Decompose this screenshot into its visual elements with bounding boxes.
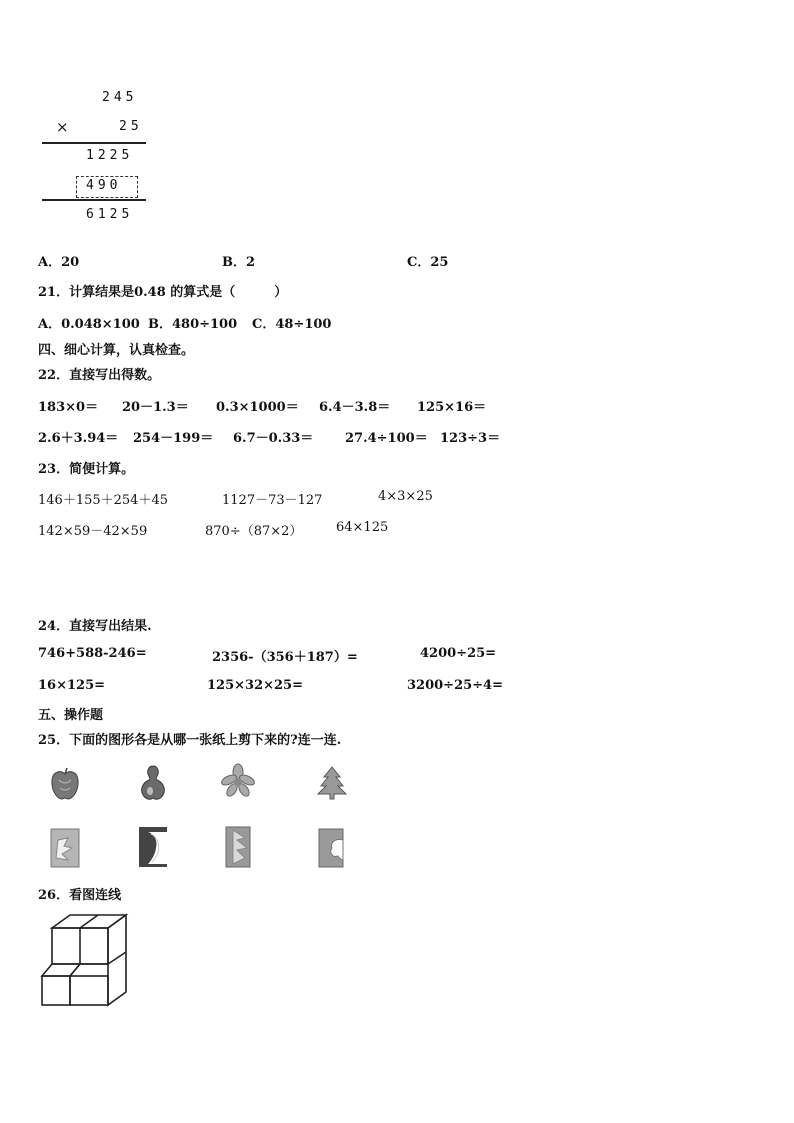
q22-item: 0.3×1000＝ [216,400,299,415]
q22-item: 254－199＝ [133,431,214,446]
q20-option-c[interactable]: C．25 [407,255,449,270]
q21-stem: 21．计算结果是0.48 的算式是（ ） [38,285,288,300]
paper-cut-2-icon[interactable] [138,826,168,868]
q21-option-b[interactable]: B．480÷100 [148,317,238,332]
q22-item: 123÷3＝ [440,431,501,446]
q24-item: 4200÷25= [420,646,497,661]
q23-item: 4×3×25 [378,489,433,504]
q21-option-c[interactable]: C．48÷100 [252,317,332,332]
calc-row-490: 490 [86,178,122,193]
q20-option-a[interactable]: A．20 [38,255,80,270]
q20-option-b[interactable]: B．2 [222,255,256,270]
section-5-heading: 五、操作题 [38,708,104,723]
q22-item: 183×0＝ [38,400,99,415]
q22-item: 6.4－3.8＝ [319,400,391,415]
q23-item: 870÷（87×2） [205,524,303,539]
times-sign: × [56,118,69,136]
q23-item: 142×59－42×59 [38,524,148,539]
calc-row-1225: 1225 [86,148,134,163]
q24-item: 16×125= [38,678,106,693]
q24-item: 125×32×25= [207,678,303,693]
cube-stack-figure [38,912,130,1008]
q21-option-a[interactable]: A．0.048×100 [38,317,140,332]
q22-item: 20－1.3＝ [122,400,189,415]
section-4-heading: 四、细心计算，认真检查。 [38,343,195,358]
q26-stem: 26．看图连线 [38,888,122,903]
q24-item: 2356-（356＋187）= [212,650,358,665]
q23-item: 1127－73－127 [222,493,323,508]
gourd-shape-icon[interactable] [139,764,167,802]
calc-row-25: 25 [119,119,143,134]
q22-item: 27.4÷100＝ [345,431,428,446]
q22-stem: 22．直接写出得数。 [38,368,161,383]
q23-item: 64×125 [336,520,389,535]
calc-line-2 [42,199,146,201]
q22-item: 2.6＋3.94＝ [38,431,119,446]
q22-item: 6.7－0.33＝ [233,431,314,446]
calc-row-245: 245 [102,90,138,105]
calc-row-6125: 6125 [86,207,134,222]
q24-item: 3200÷25÷4= [407,678,503,693]
q24-stem: 24．直接写出结果. [38,619,152,634]
calc-line-1 [42,142,146,144]
q24-item: 746+588-246= [38,646,147,661]
q25-stem: 25．下面的图形各是从哪一张纸上剪下来的?连一连. [38,733,342,748]
flower-shape-icon[interactable] [222,764,254,798]
q22-item: 125×16＝ [417,400,487,415]
q23-item: 146＋155＋254＋45 [38,493,168,508]
paper-cut-4-icon[interactable] [318,828,344,868]
apple-shape-icon[interactable] [50,766,80,802]
q23-stem: 23．简便计算。 [38,462,135,477]
paper-cut-1-icon[interactable] [50,828,80,868]
tree-shape-icon[interactable] [317,766,347,800]
paper-cut-3-icon[interactable] [225,826,251,868]
